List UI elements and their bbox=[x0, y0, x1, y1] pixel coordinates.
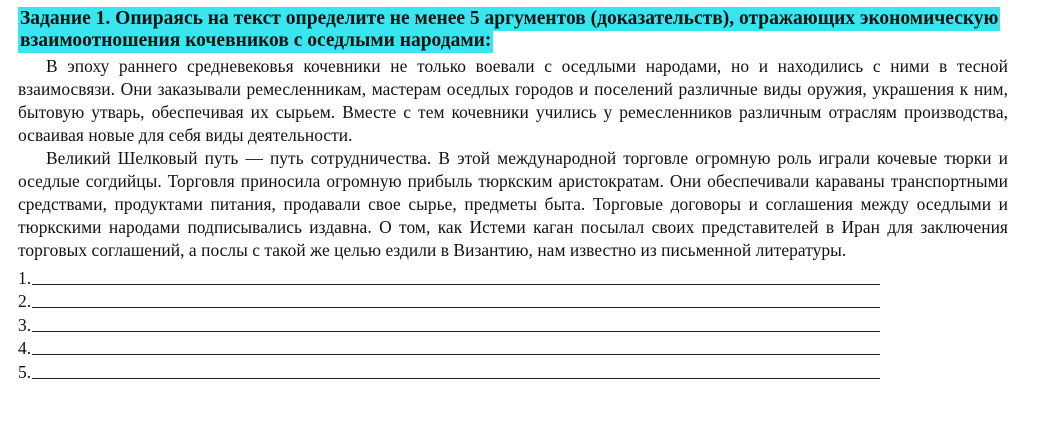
answer-list bbox=[18, 264, 1008, 382]
answer-line-2 bbox=[18, 288, 1008, 312]
task-title-highlight: Задание 1. Опираясь на текст определите не менее 5 аргументов (доказательств), отражающих экономическую взаимоотношения кочевников с оседлыми народами: bbox=[20, 8, 999, 51]
answer-blank[interactable] bbox=[32, 266, 880, 285]
text-paragraph-2: Великий Шелковый путь — путь сотрудничества. В этой международной торговле огромную роль играли кочевые тюрки и оседлые согдийцы. Торговля приносила огромную прибыль тюркским аристократам. Они обеспечивали караваны транспортными средствами, продуктами питания, продавали свое сырье, предметы быта. Торговые договоры и соглашения между оседлыми и тюркскими народами подписывались издавна. О том, как Истеми каган посылал своих представителей в Иран для заключения торговых соглашений, а послы с такой же целью ездили в Византию, нам известно из письменной литературы. bbox=[18, 148, 1008, 260]
answer-line-1 bbox=[18, 264, 1008, 288]
answer-number: 1. bbox=[18, 267, 32, 288]
answer-line-4 bbox=[18, 335, 1008, 359]
answer-blank[interactable] bbox=[32, 336, 880, 355]
task-title bbox=[18, 8, 1008, 52]
text-paragraph-1: В эпоху раннего средневековья кочевники не только воевали с оседлыми народами, но и находились с ними в тесной взаимосвязи. Они заказывали ремесленникам, мастерам оседлых городов и поселений различные виды оружия, украшения к ним, бытовую утварь, обеспечивая их сырьем. Вместе с тем кочевники учились у ремесленников различным отраслям производства, осваивая новые для себя виды деятельности. bbox=[18, 56, 1008, 145]
answer-line-5 bbox=[18, 358, 1008, 382]
answer-number: 4. bbox=[18, 338, 32, 358]
answer-blank[interactable] bbox=[32, 360, 880, 379]
answer-line-3 bbox=[18, 311, 1008, 335]
worksheet-page bbox=[18, 8, 1008, 382]
answer-blank[interactable] bbox=[32, 313, 880, 332]
answer-number: 3. bbox=[18, 314, 32, 335]
answer-blank[interactable] bbox=[32, 289, 880, 308]
answer-number: 5. bbox=[18, 361, 32, 382]
answer-number: 2. bbox=[18, 291, 32, 311]
